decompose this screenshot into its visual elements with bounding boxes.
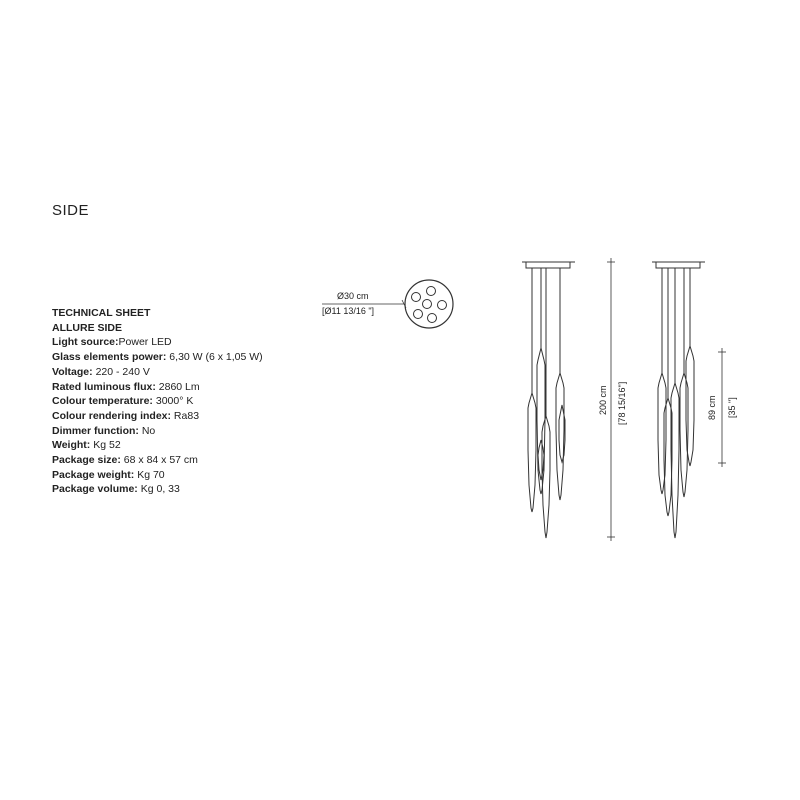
lamp-hole — [412, 293, 421, 302]
spec-value: Kg 0, 33 — [137, 483, 180, 496]
spec-value: 68 x 84 x 57 cm — [120, 454, 198, 467]
canopy-diameter-dimension — [322, 291, 406, 316]
canopy-top-view — [405, 280, 453, 328]
spec-label: Glass elements power: — [52, 351, 167, 364]
total-height-cm: 200 cm — [598, 385, 608, 415]
spec-label: Package volume: — [52, 483, 138, 496]
lamp-hole — [428, 314, 437, 323]
spec-label: Package weight: — [52, 468, 135, 481]
glass-height-cm: 89 cm — [707, 395, 717, 420]
glass-height-dimension — [707, 348, 737, 467]
sheet-heading: TECHNICAL SHEET — [52, 307, 151, 319]
canopy-side — [656, 262, 700, 268]
spec-value: Ra83 — [171, 409, 200, 422]
side-view-full — [522, 262, 575, 538]
canopy-diameter-cm: Ø30 cm — [337, 291, 369, 301]
spec-value: No — [138, 424, 156, 437]
lamp-hole — [423, 300, 432, 309]
spec-value: Power LED — [118, 336, 172, 349]
sheet-subheading: ALLURE SIDE — [52, 321, 123, 334]
glass-height-in: [35 "] — [727, 397, 737, 418]
spec-value: 6,30 W (6 x 1,05 W) — [166, 351, 263, 364]
canopy-diameter-in: [Ø11 13/16 "] — [322, 306, 375, 316]
spec-label: Colour rendering index: — [52, 409, 172, 422]
spec-label: Dimmer function: — [52, 424, 139, 437]
spec-value: Kg 70 — [134, 468, 165, 481]
lamp-hole — [427, 287, 436, 296]
glass-element — [537, 348, 545, 494]
spec-label: Weight: — [52, 439, 91, 452]
total-height-dimension — [598, 258, 627, 541]
spec-label: Rated luminous flux: — [52, 380, 156, 393]
spec-label: Colour temperature: — [52, 395, 153, 408]
spec-value: 220 - 240 V — [92, 365, 150, 378]
canopy-side — [526, 262, 570, 268]
spec-value: 3000° K — [152, 395, 194, 408]
glass-element — [686, 346, 694, 466]
page-title: SIDE — [52, 202, 90, 219]
spec-label: Package size: — [52, 454, 121, 467]
spec-label: Voltage: — [52, 365, 93, 378]
glass-element — [556, 373, 564, 500]
spec-label: Light source: — [52, 336, 119, 349]
spec-value: 2860 Lm — [155, 380, 200, 393]
total-height-in: [78 15/16"] — [617, 381, 627, 425]
lamp-hole — [414, 310, 423, 319]
side-view-detail — [652, 262, 705, 538]
spec-value: Kg 52 — [90, 439, 121, 452]
glass-element — [528, 393, 536, 512]
lamp-hole — [438, 301, 447, 310]
